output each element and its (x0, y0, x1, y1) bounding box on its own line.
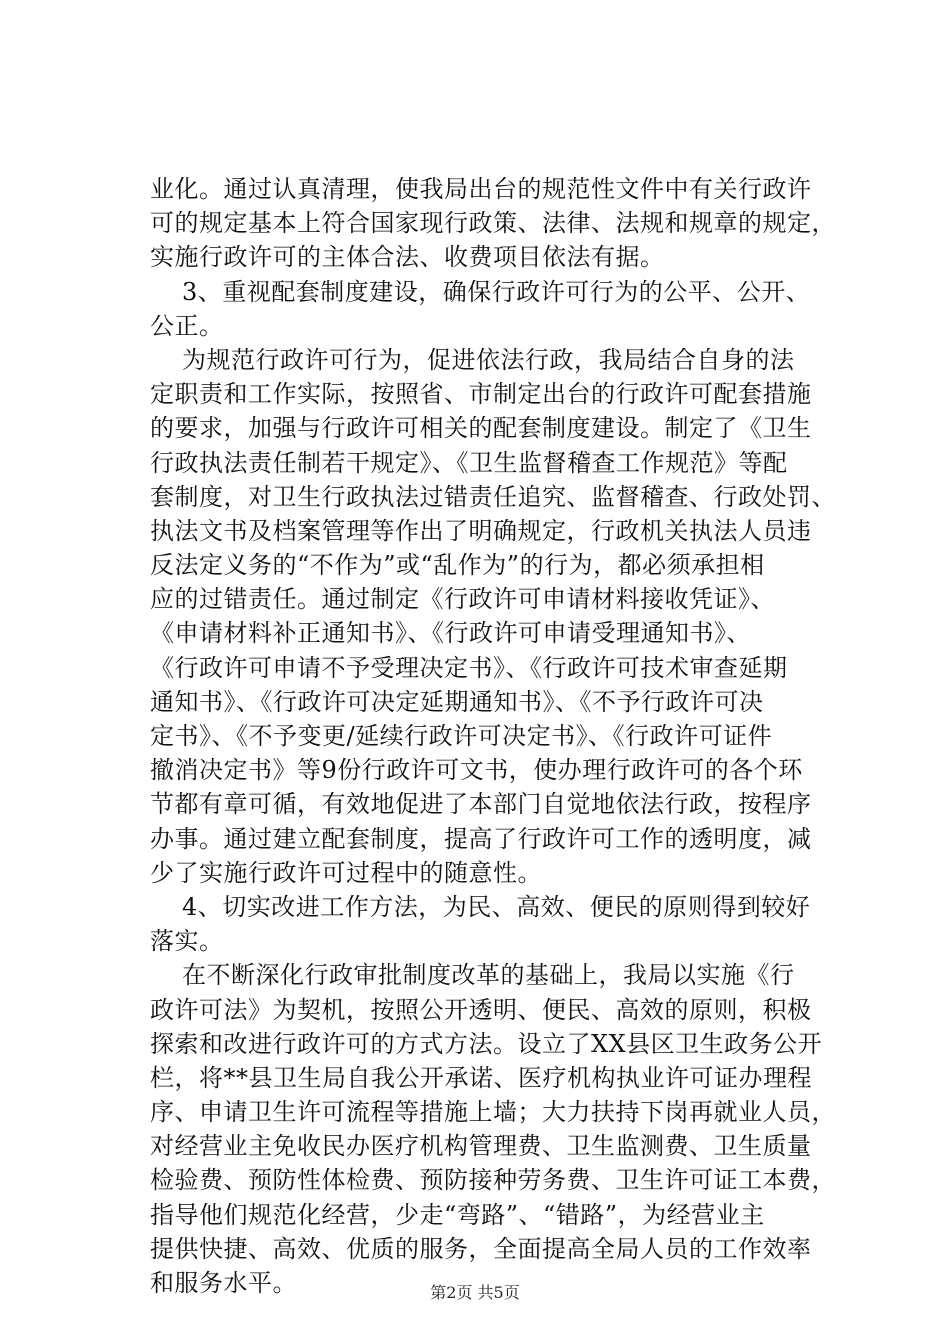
text-line: 通知书》、《行政许可决定延期通知书》、《不予行政许可决 (150, 687, 764, 716)
text-line: 应的过错责任。通过制定《行政许可申请材料接收凭证》、 (150, 585, 775, 614)
text-line: 在不断深化行政审批制度改革的基础上，我局以实施《行 (182, 961, 795, 990)
text-line: 行政执法责任制若干规定》、《卫生监督稽查工作规范》等配 (150, 448, 788, 477)
text-line: 《行政许可申请不予受理决定书》、《行政许可技术审查延期 (150, 653, 788, 682)
text-line: 栏，将**县卫生局自我公开承诺、医疗机构执业许可证办理程 (150, 1063, 812, 1092)
text-line: 指导他们规范化经营，少走“弯路”、“错路”，为经营业主 (150, 1200, 765, 1229)
text-line: 《申请材料补正通知书》、《行政许可申请受理通知书》、 (150, 619, 751, 648)
text-line: 对经营业主免收民办医疗机构管理费、卫生监测费、卫生质量 (150, 1132, 812, 1161)
text-line: 可的规定基本上符合国家现行政策、法律、法规和规章的规定， (150, 209, 836, 238)
text-line: 撤消决定书》等9份行政许可文书，使办理行政许可的各个环 (150, 756, 803, 785)
text-line: 序、申请卫生许可流程等措施上墙；大力扶持下岗再就业人员， (150, 1098, 836, 1127)
text-line: 业化。通过认真清理，使我局出台的规范性文件中有关行政许 (150, 175, 812, 203)
text-line: 4、切实改进工作方法，为民、高效、便民的原则得到较好 (182, 892, 811, 921)
text-line: 政许可法》为契机，按照公开透明、便民、高效的原则，积极 (150, 995, 812, 1024)
text-line: 为规范行政许可行为，促进依法行政，我局结合自身的法 (182, 345, 795, 374)
text-line: 的要求，加强与行政许可相关的配套制度建设。制定了《卫生 (150, 414, 812, 443)
text-line: 提供快捷、高效、优质的服务，全面提高全局人员的工作效率 (150, 1234, 812, 1263)
text-line: 定职责和工作实际，按照省、市制定出台的行政许可配套措施 (150, 380, 812, 409)
text-line: 实施行政许可的主体合法、收费项目依法有据。 (150, 243, 665, 272)
text-line: 落实。 (150, 927, 224, 956)
text-line: 少了实施行政许可过程中的随意性。 (150, 858, 542, 887)
text-line: 执法文书及档案管理等作出了明确规定，行政机关执法人员违 (150, 516, 812, 545)
text-line: 套制度，对卫生行政执法过错责任追究、监督稽查、行政处罚、 (150, 482, 836, 511)
text-line: 和服务水平。 (150, 1269, 297, 1297)
text-line: 反法定义务的“不作为”或“乱作为”的行为，都必须承担相 (150, 551, 765, 580)
text-line: 检验费、预防性体检费、预防接种劳务费、卫生许可证工本费， (150, 1166, 836, 1195)
text-line: 办事。通过建立配套制度，提高了行政许可工作的透明度，减 (150, 824, 812, 853)
text-line: 节都有章可循，有效地促进了本部门自觉地依法行政，按程序 (150, 790, 812, 819)
text-line: 3、重视配套制度建设，确保行政许可行为的公平、公开、 (182, 277, 811, 306)
page-footer: 第2页 共5页 (430, 1283, 520, 1302)
body-text (150, 172, 836, 1300)
text-line: 定书》、《不予变更/延续行政许可决定书》、《行政许可证件 (150, 722, 773, 750)
text-line: 公正。 (150, 311, 224, 340)
text-line: 探索和改进行政许可的方式方法。设立了XX县区卫生政务公开 (150, 1029, 823, 1058)
